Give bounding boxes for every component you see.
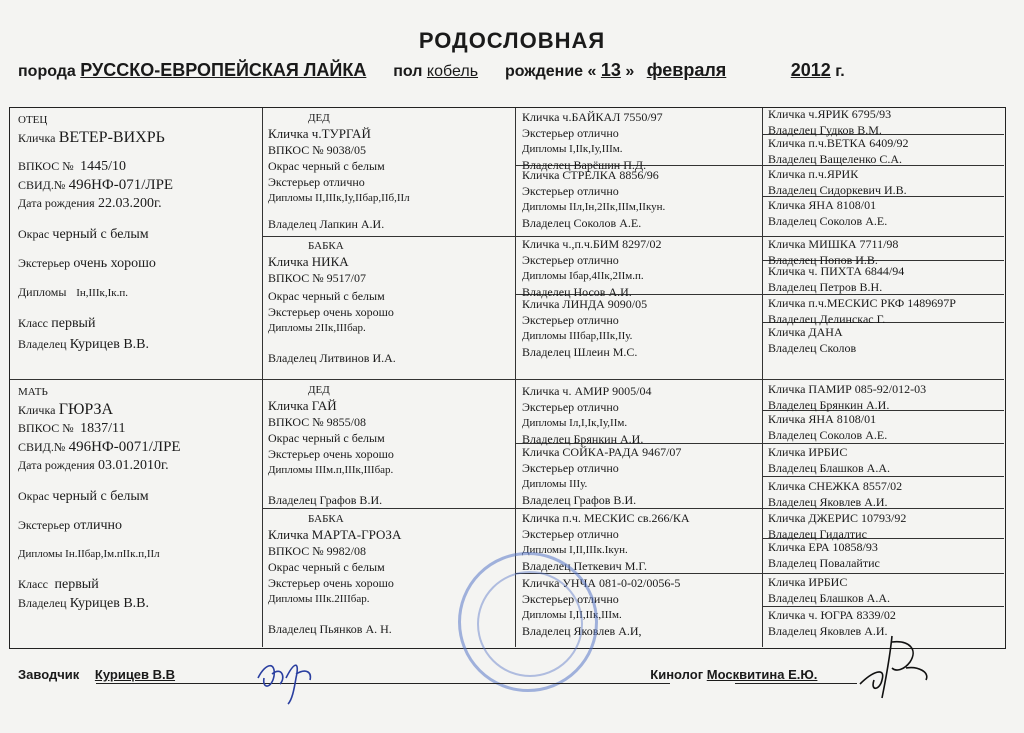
- g4-name: Кличка ИРБИС: [768, 445, 848, 459]
- ggp-diplomas: Дипломы I,IIк,Iу,IIIм.: [522, 143, 623, 155]
- gp-color: Окрас черный с белым: [268, 289, 385, 303]
- sex-value: кобель: [426, 63, 479, 80]
- g4-owner: Владелец Соколов А.Е.: [768, 428, 888, 442]
- gen4-cell: [768, 263, 1000, 295]
- great-grandparent-cell: [522, 444, 758, 508]
- gen4-cell: [768, 324, 1000, 356]
- gp-owner: Владелец Литвинов И.А.: [268, 351, 396, 365]
- g4-owner: Владелец Петров В.Н.: [768, 280, 883, 294]
- g4-name: Кличка ПАМИР 085-92/012-03: [768, 382, 927, 396]
- cynologist-signature: [852, 632, 942, 702]
- ggp-diplomas: Дипломы IIIу.: [522, 478, 588, 490]
- document-title: РОДОСЛОВНАЯ: [418, 28, 606, 53]
- sire-dob: 22.03.200г.: [97, 196, 162, 211]
- gp-name: Кличка НИКА: [268, 254, 349, 269]
- breeder-label: Заводчик: [18, 667, 80, 682]
- breed-value: РУССКО-ЕВРОПЕЙСКАЯ ЛАЙКА: [80, 60, 367, 80]
- dam-exterior: отлично: [73, 518, 123, 533]
- g4-owner: Владелец Гидалтис: [768, 527, 867, 541]
- g4-name: Кличка ЯНА 8108/01: [768, 412, 877, 426]
- g4-owner: Владелец Попов И.В.: [768, 253, 878, 267]
- grandparent-cell: [268, 238, 510, 366]
- gen4-cell: [768, 197, 1000, 229]
- g4-owner: Владелец Соколов А.Е.: [768, 214, 888, 228]
- great-grandparent-cell: [522, 296, 758, 360]
- g4-owner: Владелец Гудков В.М.: [768, 123, 882, 137]
- dam-name-label: Кличка: [18, 403, 56, 417]
- ggp-diplomas: Дипломы I,II,IIк,IIIм.: [522, 609, 622, 621]
- gp-color: Окрас черный с белым: [268, 431, 385, 445]
- dam-owner: Курицев В.В.: [69, 596, 150, 611]
- gp-name: Кличка МАРТА-ГРОЗА: [268, 527, 402, 542]
- gp-owner: Владелец Пьянков А. Н.: [268, 622, 392, 636]
- g4-name: Кличка п.ч.ЯРИК: [768, 167, 859, 181]
- quote-open: «: [587, 63, 597, 80]
- gen4-cell: [768, 166, 1000, 198]
- ggp-diplomas: Дипломы Iбар,4IIк,2IIм.п.: [522, 270, 644, 282]
- ggp-owner: Владелец Соколов А.Е.: [522, 216, 642, 230]
- gen4-cell: [768, 444, 1000, 476]
- ggp-name: Кличка СТРЕЛКА 8856/96: [522, 168, 659, 182]
- great-grandparent-cell: [522, 167, 758, 231]
- cynologist-signature-line: [735, 683, 857, 684]
- dam-exterior-label: Экстерьер: [18, 518, 71, 532]
- ggp-exterior: Экстерьер отлично: [522, 253, 619, 267]
- sire-owner: Курицев В.В.: [69, 337, 150, 352]
- ggp-exterior: Экстерьер отлично: [522, 461, 619, 475]
- sire-role: ОТЕЦ: [18, 114, 48, 126]
- ggp-name: Кличка УНЧА 081-0-02/0056-5: [522, 576, 681, 590]
- ggp-owner: Владелец Шлеин М.С.: [522, 345, 638, 359]
- gp-vpkos: ВПКОС № 9517/07: [268, 271, 366, 285]
- gen4-cell: [768, 135, 1000, 167]
- ggp-owner: Владелец Яковлев А.И,: [522, 624, 642, 638]
- gp-diplomas: Дипломы 2IIк,IIIбар.: [268, 322, 366, 334]
- great-grandparent-cell: [522, 109, 758, 173]
- ggp-owner: Владелец Носов А.И.: [522, 285, 632, 299]
- g4-name: Кличка ДЖЕРИС 10793/92: [768, 511, 907, 525]
- ggp-name: Кличка ч.БАЙКАЛ 7550/97: [522, 110, 663, 124]
- ggp-diplomas: Дипломы IIл,Iн,2IIк,IIIм,IIкун.: [522, 201, 666, 213]
- gp-name: Кличка ГАЙ: [268, 398, 337, 413]
- gp-owner: Владелец Графов В.И.: [268, 493, 383, 507]
- gp-exterior: Экстерьер очень хорошо: [268, 576, 394, 590]
- breeder-name: Курицев В.В: [94, 667, 176, 682]
- gp-role: ДЕД: [308, 112, 330, 124]
- g4-name: Кличка ДАНА: [768, 325, 843, 339]
- grandparent-cell: [268, 382, 510, 508]
- g4-owner: Владелец Сидоркевич И.В.: [768, 183, 907, 197]
- gen4-cell: [768, 510, 1000, 542]
- g4-name: Кличка п.ч.ВЕТКА 6409/92: [768, 136, 909, 150]
- dam-color-label: Окрас: [18, 489, 50, 503]
- stamp-inner-ring: [477, 571, 583, 677]
- gp-owner: Владелец Лапкин А.И.: [268, 217, 385, 231]
- ggp-owner: Владелец Графов В.И.: [522, 493, 637, 507]
- gp-exterior: Экстерьер очень хорошо: [268, 305, 394, 319]
- dam-dob: 03.01.2010г.: [97, 458, 169, 473]
- ggp-owner: Владелец Варёшин П.Д.: [522, 158, 647, 172]
- breeder-signature-line: [96, 683, 670, 684]
- cynologist-label: Кинолог: [650, 667, 704, 682]
- ggp-name: Кличка ч.,п.ч.БИМ 8297/02: [522, 237, 662, 251]
- dam-cell: [18, 384, 256, 612]
- sire-class: первый: [51, 316, 96, 331]
- gp-role: БАБКА: [308, 240, 344, 252]
- sire-color-label: Окрас: [18, 227, 50, 241]
- dam-dob-label: Дата рождения: [18, 458, 95, 472]
- great-grandparent-cell: [522, 236, 758, 300]
- gp-vpkos: ВПКОС № 9982/08: [268, 544, 366, 558]
- sire-class-label: Класс: [18, 316, 48, 330]
- breeder-signature: [252, 648, 332, 708]
- grandparent-cell: [268, 110, 510, 232]
- g4-owner: Владелец Блашков А.А.: [768, 461, 890, 475]
- g4-name: Кличка ЕРА 10858/93: [768, 540, 878, 554]
- g4-name: Кличка п.ч.МЕСКИС РКФ 1489697Р: [768, 296, 956, 310]
- sire-dob-label: Дата рождения: [18, 196, 95, 210]
- sex-label: пол: [393, 63, 423, 80]
- birth-label: рождение: [504, 63, 584, 80]
- g4-owner: Владелец Ващеленко С.А.: [768, 152, 903, 166]
- ggp-exterior: Экстерьер отлично: [522, 184, 619, 198]
- sire-color: черный с белым: [52, 227, 149, 242]
- g4-owner: Владелец Блашков А.А.: [768, 591, 890, 605]
- sire-vpkos: 1445/10: [80, 159, 127, 174]
- gen4-cell: [768, 106, 1000, 138]
- g4-owner: Владелец Повалайтис: [768, 556, 880, 570]
- dam-owner-label: Владелец: [18, 596, 67, 610]
- g4-owner: Владелец Яковлев А.И.: [768, 495, 888, 509]
- gp-role: ДЕД: [308, 384, 330, 396]
- gp-role: БАБКА: [308, 513, 344, 525]
- sire-svid: 496НФ-071/ЛРЕ: [68, 177, 174, 193]
- dam-vpkos: 1837/11: [80, 421, 126, 436]
- ggp-exterior: Экстерьер отлично: [522, 400, 619, 414]
- gp-diplomas: Дипломы IIIк.2IIIбар.: [268, 593, 370, 605]
- ggp-exterior: Экстерьер отлично: [522, 527, 619, 541]
- sire-exterior-label: Экстерьер: [18, 256, 71, 270]
- gen4-cell: [768, 295, 1000, 327]
- dam-class-label: Класс: [18, 577, 48, 591]
- birth-year: 2012: [790, 60, 831, 80]
- g4-name: Кличка СНЕЖКА 8557/02: [768, 479, 903, 493]
- ggp-name: Кличка ч. АМИР 9005/04: [522, 384, 652, 398]
- cynologist-name: Москвитина Е.Ю.: [706, 667, 818, 682]
- sire-diplomas: Iн,IIIк,Iк.п.: [76, 287, 128, 299]
- sire-vpkos-label: ВПКОС №: [18, 159, 74, 173]
- gp-color: Окрас черный с белым: [268, 560, 385, 574]
- g4-owner: Владелец Сколов: [768, 341, 857, 355]
- ggp-name: Кличка ЛИНДА 9090/05: [522, 297, 648, 311]
- g4-name: Кличка ИРБИС: [768, 575, 848, 589]
- ggp-exterior: Экстерьер отлично: [522, 126, 619, 140]
- sire-name: ВЕТЕР-ВИХРЬ: [58, 129, 165, 146]
- gp-diplomas: Дипломы II,IIIк,Iу,IIбар,IIб,IIл: [268, 192, 410, 204]
- gp-vpkos: ВПКОС № 9855/08: [268, 415, 366, 429]
- ggp-owner: Владелец Брянкин А.И.: [522, 432, 644, 446]
- gp-color: Окрас черный с белым: [268, 159, 385, 173]
- breed-line: [18, 60, 1008, 81]
- birth-month: февраля: [646, 60, 727, 80]
- dam-color: черный с белым: [52, 489, 149, 504]
- gp-vpkos: ВПКОС № 9038/05: [268, 143, 366, 157]
- ggp-diplomas: Дипломы Iл,I,Iк,Iу,IIм.: [522, 417, 628, 429]
- gp-diplomas: Дипломы IIIм.п,IIIк,IIIбар.: [268, 464, 394, 476]
- dam-class: первый: [54, 577, 99, 592]
- ggp-name: Кличка п.ч. МЕСКИС св.266/КА: [522, 511, 690, 525]
- gen4-cell: [768, 381, 1000, 413]
- quote-close: »: [625, 63, 635, 80]
- dam-vpkos-label: ВПКОС №: [18, 421, 74, 435]
- ggp-owner: Владелец Петкевич М.Г.: [522, 559, 647, 573]
- g4-owner: Владелец Яковлев А.И.: [768, 624, 888, 638]
- sire-svid-label: СВИД.№: [18, 178, 66, 192]
- sire-owner-label: Владелец: [18, 337, 67, 351]
- ggp-diplomas: Дипломы IIIбар,IIIк,IIу.: [522, 330, 633, 342]
- gp-exterior: Экстерьер отлично: [268, 175, 365, 189]
- dam-role: МАТЬ: [18, 386, 48, 398]
- great-grandparent-cell: [522, 383, 758, 447]
- breed-label: порода: [18, 63, 76, 80]
- dam-name: ГЮРЗА: [58, 401, 114, 418]
- g4-name: Кличка МИШКА 7711/98: [768, 237, 899, 251]
- sire-cell: [18, 112, 256, 353]
- g4-owner: Владелец Делинскас Г.: [768, 312, 886, 326]
- birth-day: 13: [600, 60, 621, 80]
- sire-name-label: Кличка: [18, 131, 56, 145]
- gen4-cell: [768, 411, 1000, 443]
- g4-name: Кличка ч.ЯРИК 6795/93: [768, 107, 892, 121]
- gen4-cell: [768, 539, 1000, 571]
- dam-svid-label: СВИД.№: [18, 440, 66, 454]
- dam-svid: 496НФ-0071/ЛРЕ: [68, 439, 181, 455]
- gp-name: Кличка ч.ТУРГАЙ: [268, 126, 371, 141]
- sire-diplomas-label: Дипломы: [18, 285, 67, 299]
- g4-owner: Владелец Брянкин А.И.: [768, 398, 890, 412]
- ggp-name: Кличка СОЙКА-РАДА 9467/07: [522, 445, 682, 459]
- ggp-exterior: Экстерьер отлично: [522, 592, 619, 606]
- gen4-cell: [768, 574, 1000, 606]
- g4-name: Кличка ЯНА 8108/01: [768, 198, 877, 212]
- gen4-cell: [768, 478, 1000, 510]
- g4-name: Кличка ч. ПИХТА 6844/94: [768, 264, 905, 278]
- year-suffix: г.: [835, 63, 845, 80]
- sire-exterior: очень хорошо: [73, 256, 156, 271]
- g4-name: Кличка ч. ЮГРА 8339/02: [768, 608, 896, 622]
- ggp-diplomas: Дипломы I,II,IIIк.Iкун.: [522, 544, 628, 556]
- ggp-exterior: Экстерьер отлично: [522, 313, 619, 327]
- dam-diplomas: Дипломы Iн.IIбар,Iм.пIIк.п,IIл: [18, 548, 160, 560]
- gp-exterior: Экстерьер очень хорошо: [268, 447, 394, 461]
